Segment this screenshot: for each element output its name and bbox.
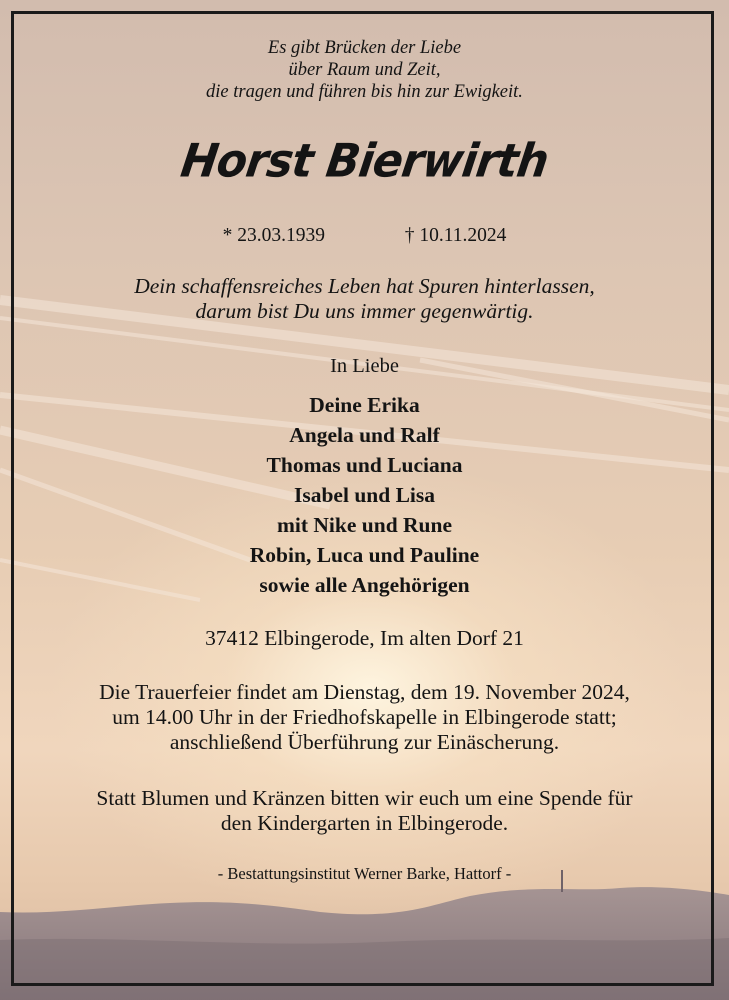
address: 37412 Elbingerode, Im alten Dorf 21 [205, 626, 524, 650]
verse-line: die tragen und führen bis hin zur Ewigkeit. [206, 82, 523, 102]
verse-line: Es gibt Brücken der Liebe [267, 38, 462, 58]
undertaker: - Bestattungsinstitut Werner Barke, Hattorf - [217, 864, 512, 883]
verse-line: über Raum und Zeit, [288, 60, 441, 80]
service-line: um 14.00 Uhr in der Friedhofskapelle in Elbingerode statt; [112, 705, 617, 729]
donation-line: den Kindergarten in Elbingerode. [220, 811, 509, 835]
family-member: mit Nike und Rune [276, 513, 453, 537]
death-date: † 10.11.2024 [404, 225, 507, 246]
family-member: Angela und Ralf [289, 423, 440, 447]
family-member: sowie alle Angehörigen [259, 573, 470, 597]
family-member: Deine Erika [309, 393, 420, 417]
birth-date: * 23.03.1939 [222, 225, 325, 246]
service-line: anschließend Überführung zur Einäscherung. [169, 730, 560, 754]
donation-line: Statt Blumen und Kränzen bitten wir euch um eine Spende für [96, 786, 633, 810]
deceased-name: Horst Bierwirth [177, 134, 552, 189]
service-line: Die Trauerfeier findet am Dienstag, dem 19. November 2024, [99, 680, 630, 704]
quote-line: darum bist Du uns immer gegenwärtig. [195, 299, 534, 323]
family-member: Robin, Luca und Pauline [249, 543, 480, 567]
life-dates [0, 225, 729, 247]
family-member: Isabel und Lisa [293, 483, 435, 507]
family-member: Thomas und Luciana [266, 453, 463, 477]
in-love-label: In Liebe [330, 355, 399, 377]
quote-line: Dein schaffensreiches Leben hat Spuren hinterlassen, [134, 274, 595, 298]
